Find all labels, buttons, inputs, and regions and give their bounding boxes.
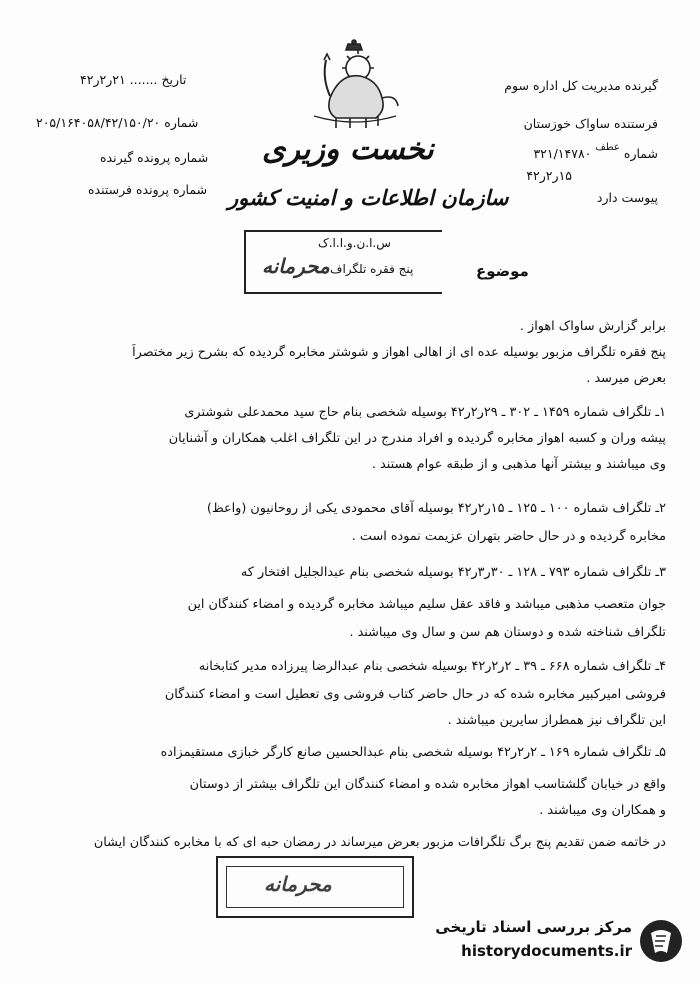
body-line-7: ۲ـ تلگراف شماره ۱۰۰ ـ ۱۲۵ ـ ۱۵ر۲ر۴۲ بوسیله آقای محمودی یکی از روحانیون (واعظ) (206, 501, 666, 516)
sender-label: فرستنده (613, 116, 658, 131)
body-line-8: مخابره گردیده و در حال حاضر بتهران عزیمت نموده است . (351, 529, 666, 544)
attachment-value: دارد (596, 190, 618, 205)
recipient-row (504, 78, 658, 93)
number-label: شماره (623, 146, 658, 161)
body-line-17: و همکاران وی میباشند . (539, 803, 666, 818)
watermark-logo-icon (638, 918, 684, 964)
body-line-15: ۵ـ تلگراف شماره ۱۶۹ ـ ۲ر۲ر۴۲ بوسیله شخصی بنام عبدالحسین صانع کارگر خبازی مستقیمزاده (160, 745, 666, 760)
sender-row (524, 116, 658, 131)
body-line-16: واقع در خیابان گلشتاسب اهواز مخابره شده و امضاء کنندگان این تلگراف بیشتر از دوستان (189, 777, 666, 792)
stamp-confidential: محرمانه (262, 254, 330, 278)
body-line-11: تلگراف شناخته شده و دوستان هم سن و سال وی میباشند . (349, 625, 666, 640)
attachment-row (597, 190, 658, 205)
body-line-4: ۱ـ تلگراف شماره ۱۴۵۹ ـ ۳۰۲ ـ ۲۹ر۲ر۴۲ بوسیله شخصی بنام حاج سید محمدعلی شوشتری (184, 405, 666, 420)
body-line-10: جوان متعصب مذهبی میباشد و فاقد عقل سلیم میباشد مخابره گردیده و امضاء کنندگان این (187, 597, 666, 612)
recipient-label: گیرنده (624, 78, 658, 93)
attachment-label: پیوست (621, 190, 658, 205)
body-line-1: برابر گزارش ساواک اهواز . (519, 319, 666, 334)
body-line-5: پیشه وران و کسبه اهواز مخابره گردیده و افراد مندرج در این تلگراف اغلب همکاران و آشنایان (168, 431, 666, 446)
date-value: ۲۱ر۲ر۴۲ (80, 72, 126, 87)
body-line-2: پنج فقره تلگراف مزبور بوسیله عده ای از اهالی اهواز و شوشتر مخابره گردیده که بشرح زیر مختصراً (132, 345, 666, 360)
body-line-3: بعرض میرسد . (586, 371, 666, 386)
reference-label: عطف (595, 142, 620, 153)
date-row: تاریخ ....... ۲۱ر۲ر۴۲ (80, 72, 187, 87)
body-line-14: این تلگراف نیز همطراز سایرین میباشند . (447, 713, 666, 728)
bottom-confidential-stamp (216, 856, 414, 918)
watermark-url: historydocuments.ir (461, 942, 632, 960)
outgoing-number-label: شماره (164, 115, 199, 130)
body-line-6: وی میباشند و بیشتر آنها مذهبی و از طبقه عوام هستند . (371, 457, 666, 472)
number-row (533, 142, 658, 161)
watermark-org-name: مرکز بررسی اسناد تاریخی (435, 918, 632, 936)
outgoing-number-row (36, 115, 198, 130)
stamp-code: س.ا.ن.و.ا.ا.ک (318, 236, 391, 250)
sender-value: ساواک خوزستان (523, 116, 610, 131)
stamp-subject-text: پنج فقره تلگراف (330, 262, 414, 276)
letterhead-title: نخست وزیری (262, 132, 434, 167)
body-line-9: ۳ـ تلگراف شماره ۷۹۳ ـ ۱۲۸ ـ ۳۰ر۳ر۴۲ بوسیله شخصی بنام عبدالجلیل افتخار که (240, 565, 666, 580)
bottom-stamp-text: محرمانه (264, 872, 332, 896)
letterhead-subtitle: سازمان اطلاعات و امنیت کشور (228, 185, 509, 210)
outgoing-number-value: ۲۰۵/۱۶۴۰۵۸/۴۲/۱۵۰/۲۰ (36, 115, 161, 130)
recipient-file-number-label: شماره پرونده گیرنده (100, 150, 209, 165)
lion-and-sun-emblem-icon (300, 38, 410, 133)
body-line-12: ۴ـ تلگراف شماره ۶۶۸ ـ ۳۹ ـ ۲ر۲ر۴۲ بوسیله شخصی بنام عبدالرضا پیرزاده مدیر کتابخانه (198, 659, 666, 674)
number-value: ۳۲۱/۱۴۷۸۰ (533, 146, 592, 161)
sender-file-number-label: شماره پرونده فرستنده (88, 182, 208, 197)
reference-value: ۱۵ر۲ر۴۲ (526, 168, 572, 183)
subject-label: موضوع (476, 262, 529, 280)
body-line-13: فروشی امیرکبیر مخابره شده که در حال حاضر کتاب فروشی وی تعطیل است و امضاء کنندگان (164, 687, 666, 702)
body-line-18: در خاتمه ضمن تقدیم پنج برگ تلگرافات مزبور بعرض میرساند در رمضان حبه ای که با مخابره کنندگان ایشان (93, 835, 666, 850)
recipient-value: مدیریت کل اداره سوم (504, 78, 621, 93)
site-watermark (414, 916, 684, 966)
date-label: تاریخ (161, 72, 187, 87)
